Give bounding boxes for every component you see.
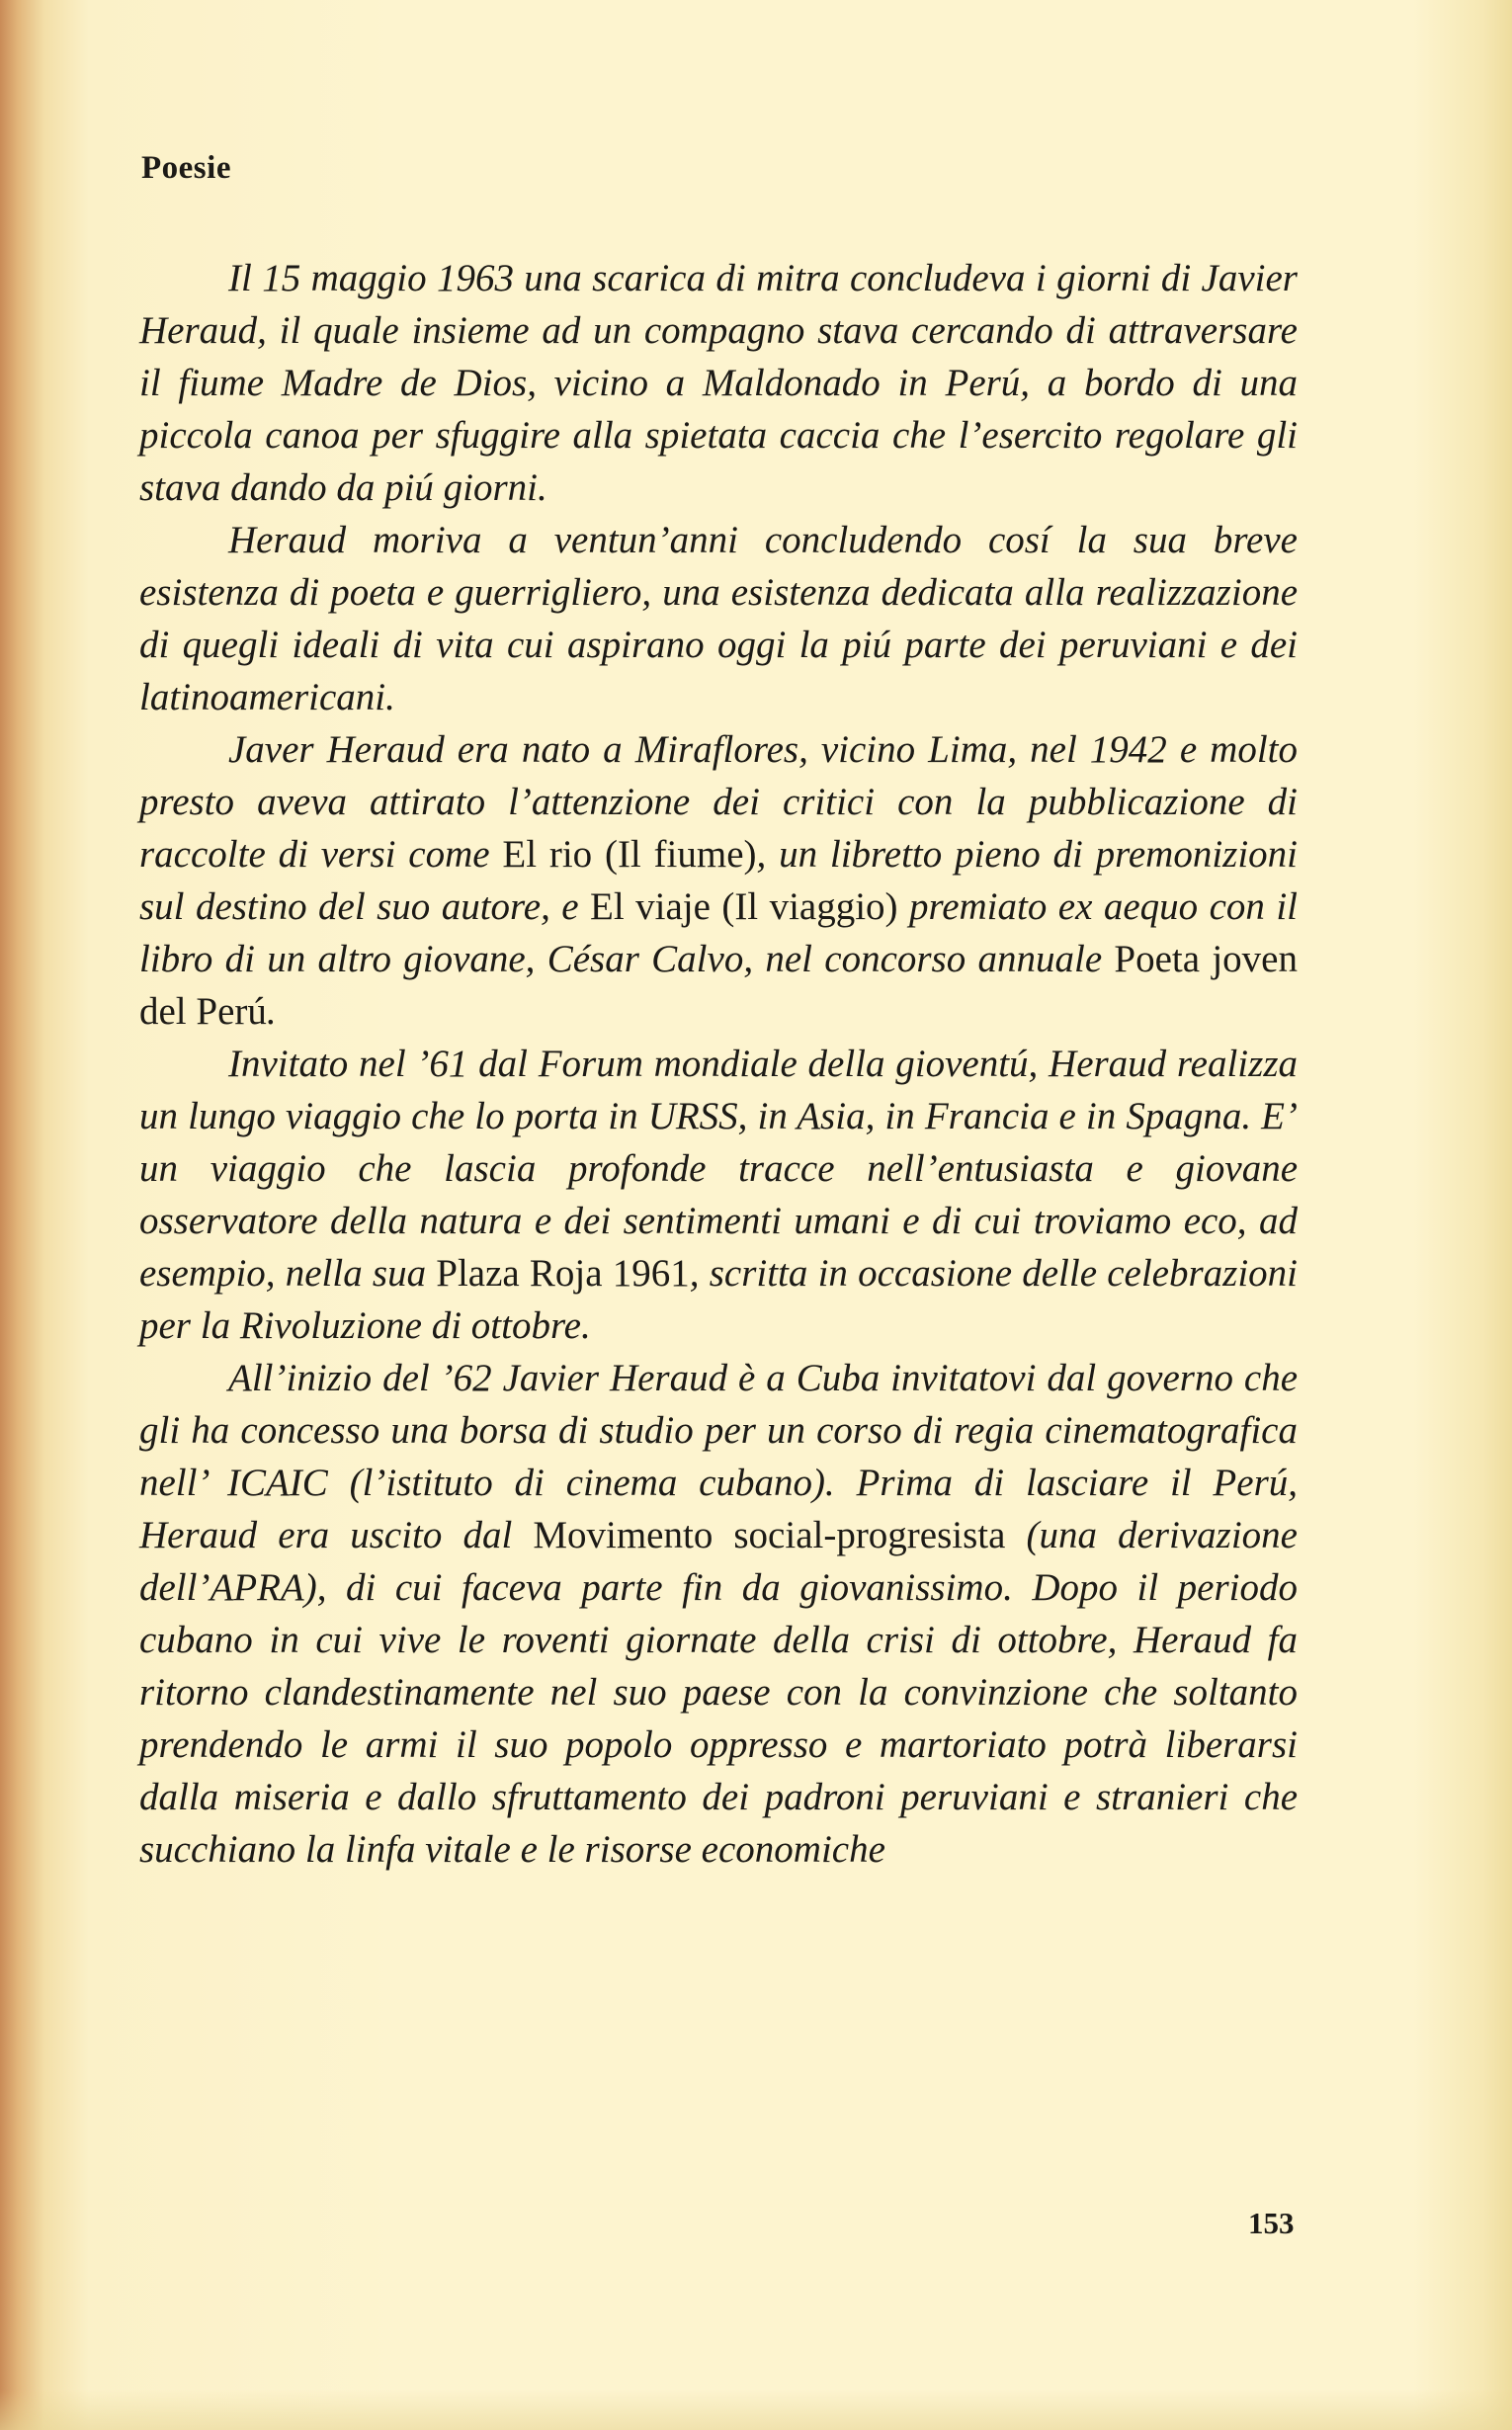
paragraph-2: Heraud moriva a ventun’anni concludendo cosí la sua breve esistenza di poeta e guerrigliero, una esistenza dedicata alla realizzazione di quegli ideali di vita cui aspirano oggi la piú parte dei peruviani e dei latinoamericani. <box>139 519 1298 718</box>
paragraph-4-text-b: , scritta in occasione delle celebrazioni per la Rivoluzione di ottobre. <box>139 1252 1298 1347</box>
paragraph-3-text-c: premiato ex aequo con il libro di un altro giovane, César Calvo, nel concorso annuale <box>139 885 1298 980</box>
running-head: Poesie <box>141 150 231 186</box>
movement-name: Movimento social-progresista <box>533 1514 1006 1556</box>
paragraph-5 <box>139 1352 1298 1876</box>
paragraph-4-text-a: Invitato nel ’61 dal Forum mondiale della gioventú, Heraud realizza un lungo viaggio che lo porta in URSS, in Asia, in Francia e in Spagna. E’ un viaggio che lascia profonde tracce nell’entusiasta e giovane osservatore della natura e dei sentimenti umani e di cui troviamo eco, ad esempio, nella sua <box>139 1043 1298 1295</box>
page-number: 153 <box>1248 2206 1295 2240</box>
paragraph-5-text-b: (una derivazione dell’APRA), di cui faceva parte fin da giovanissimo. Dopo il periodo cubano in cui vive le roventi giornate della crisi di ottobre, Heraud fa ritorno clandestinamente nel suo paese con la convinzione che soltanto prendendo le armi il suo popolo oppresso e martoriato potrà liberarsi dalla miseria e dallo sfruttamento dei padroni peruviani e stranieri che succhiano la linfa vitale e le risorse economiche <box>139 1514 1298 1871</box>
body-text <box>139 252 1298 1876</box>
paragraph-3 <box>139 723 1298 1038</box>
paragraph-5-text-a: All’inizio del ’62 Javier Heraud è a Cuba invitatovi dal governo che gli ha concesso una borsa di studio per un corso di regia cinematografica nell’ ICAIC (l’istituto di cinema cubano). Prima di lasciare il Perú, Heraud era uscito dal <box>139 1357 1298 1556</box>
book-title-el-viaje: El viaje (Il viaggio) <box>590 885 898 928</box>
paragraph-3-text-d: . <box>266 990 277 1033</box>
paragraph-1: Il 15 maggio 1963 una scarica di mitra concludeva i giorni di Javier Heraud, il quale insieme ad un compagno stava cercando di attraversare il fiume Madre de Dios, vicino a Maldonado in Perú, a bordo di una piccola canoa per sfuggire alla spietata caccia che l’esercito regolare gli stava dando da piú giorni. <box>139 257 1298 509</box>
contest-title: Poeta joven del Perú <box>139 938 1298 1033</box>
paragraph-4 <box>139 1038 1298 1352</box>
poem-title-plaza-roja: Plaza Roja 1961 <box>436 1252 690 1295</box>
paragraph-3-text-b: , un libretto pieno di premonizioni sul destino del suo autore, e <box>139 833 1298 928</box>
paragraph-3-text-a: Javer Heraud era nato a Miraflores, vicino Lima, nel 1942 e molto presto aveva attirato l’attenzione dei critici con la pubblicazione di raccolte di versi come <box>139 728 1298 876</box>
book-title-el-rio: El rio (Il fiume) <box>502 833 757 876</box>
